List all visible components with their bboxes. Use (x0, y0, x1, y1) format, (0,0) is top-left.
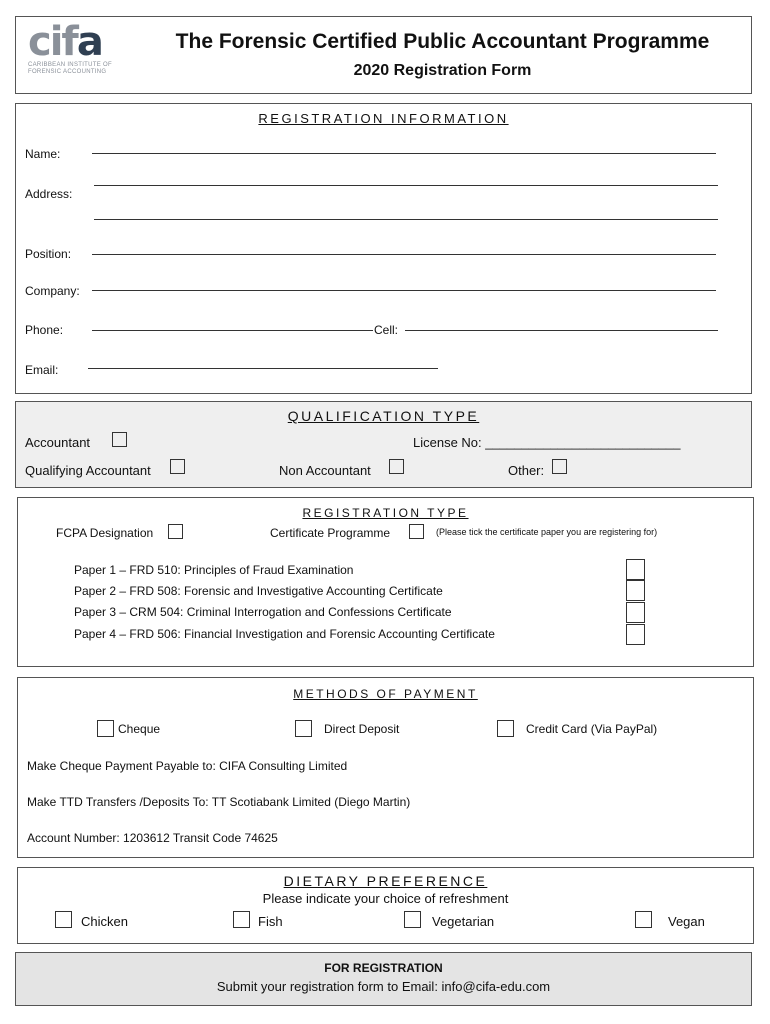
position-label: Position: (25, 247, 72, 261)
other-checkbox[interactable] (552, 459, 567, 474)
paper-item-2: Paper 2 – FRD 508: Forensic and Investigative Accounting Certificate (74, 584, 443, 598)
header-box (15, 16, 752, 94)
registration-info-title: REGISTRATION INFORMATION (258, 111, 509, 126)
certificate-checkbox[interactable] (409, 524, 424, 539)
email-label: Email: (25, 363, 59, 377)
paper-2-checkbox[interactable] (626, 580, 645, 601)
cell-field[interactable] (405, 330, 718, 331)
fcpa-checkbox[interactable] (168, 524, 183, 539)
certificate-note: (Please tick the certificate paper you are registering for) (436, 527, 658, 537)
license-label[interactable]: License No: ___________________________ (413, 435, 681, 450)
logo-accent: a (76, 19, 102, 65)
other-label: Other: (508, 463, 545, 478)
page-title: The Forensic Certified Public Accountant Programme (175, 30, 710, 53)
chicken-label: Chicken (81, 914, 128, 929)
cheque-payable-text: Make Cheque Payment Payable to: CIFA Consulting Limited (27, 759, 348, 773)
cifa-logo (28, 19, 123, 82)
logo-main: cif (28, 19, 77, 65)
qualification-title: QUALIFICATION TYPE (287, 408, 480, 424)
direct-deposit-checkbox[interactable] (295, 720, 312, 737)
qualifying-accountant-label: Qualifying Accountant (25, 463, 151, 478)
dietary-subtitle: Please indicate your choice of refreshment (262, 891, 509, 906)
dietary-title: DIETARY PREFERENCE (283, 873, 488, 889)
paper-4-checkbox[interactable] (626, 624, 645, 645)
cheque-checkbox[interactable] (97, 720, 114, 737)
certificate-label: Certificate Programme (270, 526, 391, 540)
account-number-text: Account Number: 1203612 Transit Code 74625 (27, 831, 278, 845)
position-field[interactable] (92, 254, 716, 255)
logo-subtitle-1: CARIBBEAN INSTITUTE OF (28, 62, 112, 68)
registration-type-title: REGISTRATION TYPE (302, 506, 469, 520)
vegan-label: Vegan (668, 914, 705, 929)
address-field-line1[interactable] (94, 185, 718, 186)
footer-title: FOR REGISTRATION (324, 961, 443, 975)
fish-checkbox[interactable] (233, 911, 250, 928)
name-field[interactable] (92, 153, 716, 154)
non-accountant-checkbox[interactable] (389, 459, 404, 474)
vegetarian-label: Vegetarian (432, 914, 495, 929)
address-label: Address: (25, 187, 73, 201)
name-label: Name: (25, 147, 61, 161)
chicken-checkbox[interactable] (55, 911, 72, 928)
direct-deposit-label: Direct Deposit (324, 722, 400, 736)
fcpa-label: FCPA Designation (56, 526, 154, 540)
address-field-line2[interactable] (94, 219, 718, 220)
paper-item-4: Paper 4 – FRD 506: Financial Investigation and Forensic Accounting Certificate (74, 627, 495, 641)
paper-item-3: Paper 3 – CRM 504: Criminal Interrogation and Confessions Certificate (74, 605, 452, 619)
payment-title: METHODS OF PAYMENT (293, 687, 478, 701)
paper-3-checkbox[interactable] (626, 602, 645, 623)
registration-info-box (15, 103, 752, 394)
paper-item-1: Paper 1 – FRD 510: Principles of Fraud Examination (74, 563, 354, 577)
non-accountant-label: Non Accountant (279, 463, 371, 478)
company-label: Company: (25, 284, 80, 298)
credit-card-checkbox[interactable] (497, 720, 514, 737)
cheque-label: Cheque (118, 722, 161, 736)
vegan-checkbox[interactable] (635, 911, 652, 928)
page-subtitle: 2020 Registration Form (353, 62, 532, 79)
logo-subtitle-2: FORENSIC ACCOUNTING (28, 69, 107, 75)
credit-card-label: Credit Card (Via PayPal) (526, 722, 658, 736)
accountant-checkbox[interactable] (112, 432, 127, 447)
phone-field[interactable] (92, 330, 373, 331)
footer-email-text: Submit your registration form to Email: info@cifa-edu.com (216, 979, 551, 994)
cell-label: Cell: (374, 323, 399, 337)
email-field[interactable] (88, 368, 438, 369)
company-field[interactable] (92, 290, 716, 291)
phone-label: Phone: (25, 323, 64, 337)
transfer-text: Make TTD Transfers /Deposits To: TT Scotiabank Limited (Diego Martin) (27, 795, 411, 809)
paper-1-checkbox[interactable] (626, 559, 645, 580)
qualifying-accountant-checkbox[interactable] (170, 459, 185, 474)
accountant-label: Accountant (25, 435, 91, 450)
vegetarian-checkbox[interactable] (404, 911, 421, 928)
footer-box (15, 952, 752, 1006)
fish-label: Fish (258, 914, 283, 929)
